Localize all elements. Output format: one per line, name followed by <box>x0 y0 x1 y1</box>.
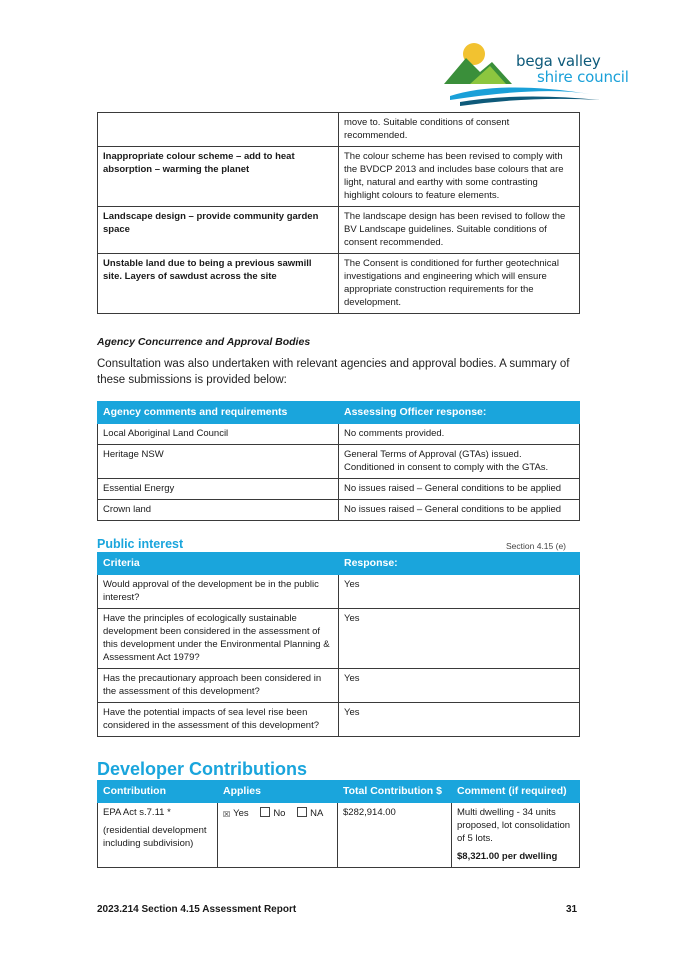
issue-cell: Unstable land due to being a previous sawmill site. Layers of sawdust across the site <box>98 254 339 314</box>
response-cell: Yes <box>339 609 580 669</box>
table-header-row <box>98 402 580 424</box>
response-cell: No issues raised – General conditions to be applied <box>339 479 580 500</box>
comment-cell <box>452 803 580 868</box>
contribution-note: (residential development including subdivision) <box>103 825 207 849</box>
option-label: NA <box>310 808 324 819</box>
developer-contributions-table <box>97 780 580 868</box>
response-cell: The Consent is conditioned for further geotechnical investigations and engineering which will ensure appropriate construction requirements for the development. <box>339 254 580 314</box>
column-header: Agency comments and requirements <box>98 402 339 424</box>
column-header: Comment (if required) <box>452 781 580 803</box>
response-cell: move to. Suitable conditions of consent recommended. <box>339 113 580 147</box>
response-cell: Yes <box>339 575 580 609</box>
checkbox-icon[interactable] <box>297 807 307 817</box>
page-number: 31 <box>566 904 578 915</box>
table-row <box>98 254 580 314</box>
applies-option-yes[interactable] <box>223 808 249 819</box>
logo-text-line1: bega valley <box>516 52 601 70</box>
table-row <box>98 147 580 207</box>
column-header: Assessing Officer response: <box>339 402 580 424</box>
table-row <box>98 803 580 868</box>
footer-report-title: 2023.214 Section 4.15 Assessment Report <box>97 904 297 915</box>
column-header: Total Contribution $ <box>338 781 452 803</box>
response-cell: No comments provided. <box>339 424 580 445</box>
public-interest-table <box>97 552 580 737</box>
response-cell: The colour scheme has been revised to comply with the BVDCP 2013 and includes base colours that are light, natural and earthy with some contrasting highlight colours to feature elements. <box>339 147 580 207</box>
table-row <box>98 424 580 445</box>
comment-text: Multi dwelling - 34 units proposed, lot consolidation of 5 lots. <box>457 807 571 844</box>
total-cell: $282,914.00 <box>338 803 452 868</box>
table-row <box>98 703 580 737</box>
option-label: No <box>273 808 286 819</box>
response-cell: Yes <box>339 703 580 737</box>
criteria-cell: Would approval of the development be in the public interest? <box>98 575 339 609</box>
response-cell: Yes <box>339 669 580 703</box>
public-interest-title: Public interest <box>97 537 184 551</box>
checkbox-checked-icon[interactable]: ☒ <box>223 810 231 819</box>
response-cell: The landscape design has been revised to follow the BV Landscape guidelines. Suitable conditions of consent recommended. <box>339 207 580 254</box>
section-reference: Section 4.15 (e) <box>506 541 567 551</box>
agency-cell: Heritage NSW <box>98 445 339 479</box>
submissions-table <box>97 112 580 314</box>
response-cell: No issues raised – General conditions to be applied <box>339 500 580 521</box>
table-row <box>98 500 580 521</box>
table-row <box>98 609 580 669</box>
table-header-row <box>98 553 580 575</box>
table-row <box>98 207 580 254</box>
agency-table <box>97 401 580 521</box>
table-header-row <box>98 781 580 803</box>
table-row <box>98 669 580 703</box>
agency-cell: Essential Energy <box>98 479 339 500</box>
column-header: Criteria <box>98 553 339 575</box>
table-row <box>98 113 580 147</box>
criteria-cell: Has the precautionary approach been considered in the assessment of this development? <box>98 669 339 703</box>
option-label: Yes <box>233 808 249 819</box>
table-row <box>98 445 580 479</box>
agency-intro-text: Consultation was also undertaken with relevant agencies and approval bodies. A summary of these submissions is provided below: <box>97 358 570 386</box>
per-dwelling-amount: $8,321.00 per dwelling <box>457 851 558 862</box>
issue-cell <box>98 113 339 147</box>
column-header: Applies <box>218 781 338 803</box>
issue-cell: Landscape design – provide community garden space <box>98 207 339 254</box>
agency-cell: Crown land <box>98 500 339 521</box>
applies-option-na[interactable] <box>297 808 323 819</box>
applies-cell <box>218 803 338 868</box>
logo-text-line2: shire council <box>537 68 629 86</box>
council-logo <box>440 40 640 108</box>
agency-heading: Agency Concurrence and Approval Bodies <box>97 336 311 348</box>
contribution-cell <box>98 803 218 868</box>
issue-cell: Inappropriate colour scheme – add to heat absorption – warming the planet <box>98 147 339 207</box>
applies-option-no[interactable] <box>260 808 285 819</box>
table-row <box>98 479 580 500</box>
column-header: Contribution <box>98 781 218 803</box>
table-row <box>98 575 580 609</box>
column-header: Response: <box>339 553 580 575</box>
response-cell: General Terms of Approval (GTAs) issued. Conditioned in consent to comply with the GTAs. <box>339 445 580 479</box>
developer-contributions-title: Developer Contributions <box>97 759 308 779</box>
criteria-cell: Have the potential impacts of sea level rise been considered in the assessment of this development? <box>98 703 339 737</box>
checkbox-icon[interactable] <box>260 807 270 817</box>
criteria-cell: Have the principles of ecologically sustainable development been considered in the assessment of this development under the Environmental Planning & Assessment Act 1979? <box>98 609 339 669</box>
agency-cell: Local Aboriginal Land Council <box>98 424 339 445</box>
contribution-name: EPA Act s.7.11 * <box>103 807 171 818</box>
